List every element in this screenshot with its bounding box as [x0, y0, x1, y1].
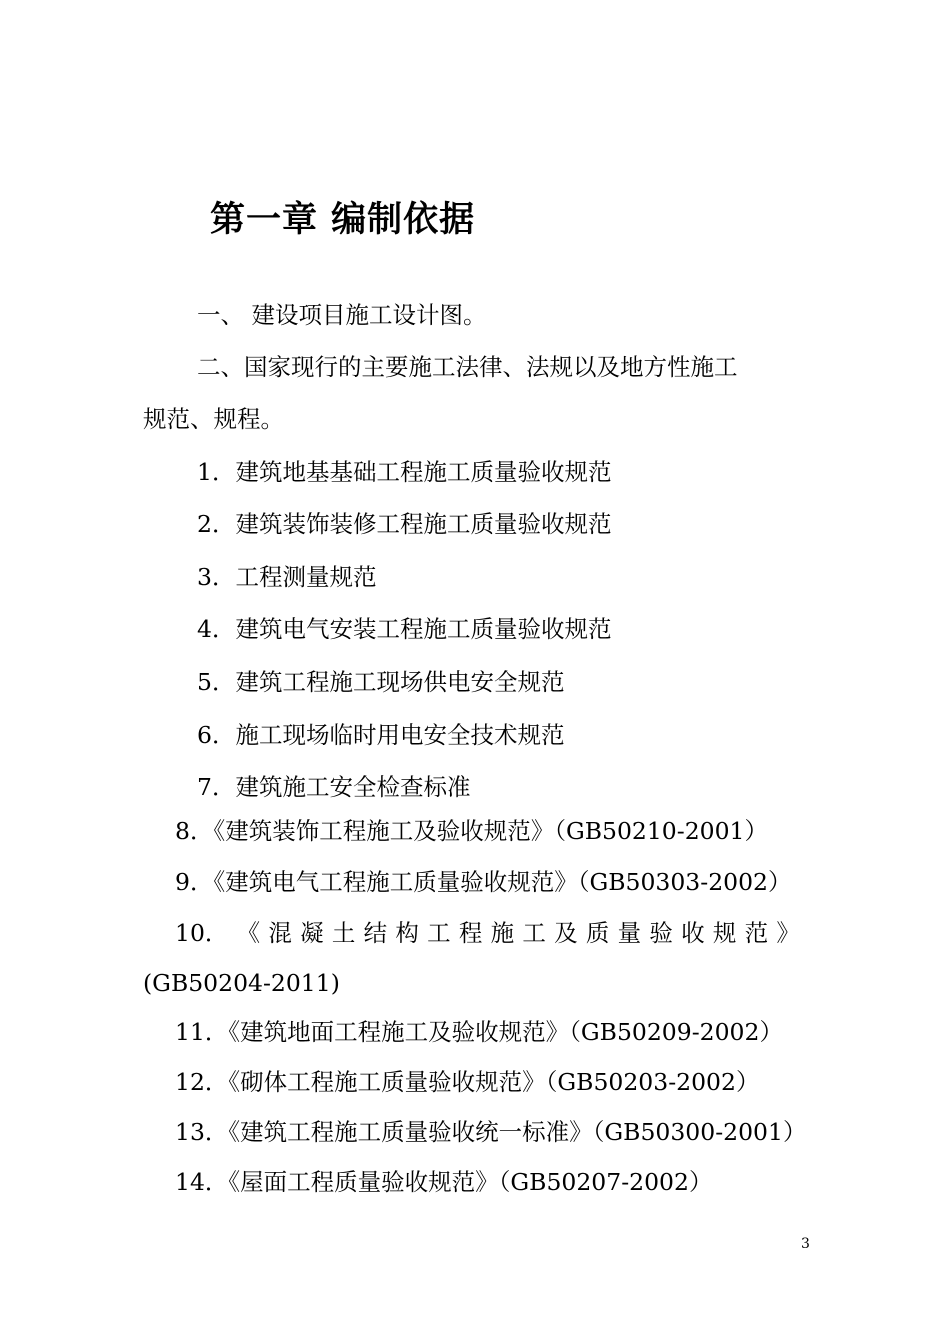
list-item: 2．建筑装饰装修工程施工质量验收规范	[197, 510, 612, 538]
paragraph-2: 二、国家现行的主要施工法律、法规以及地方性施工	[197, 353, 738, 381]
list-item: 4．建筑电气安装工程施工质量验收规范	[197, 615, 612, 643]
paragraph-2-continued: 规范、规程。	[143, 405, 284, 433]
justified-glyph: 凝	[300, 919, 324, 947]
justified-glyph: 验	[649, 919, 673, 947]
list-item: 13．《建筑工程施工质量验收统一标准》（GB50300-2001）	[175, 1118, 807, 1146]
list-item-continued: (GB50204-2011)	[143, 969, 340, 997]
page-number: 3	[801, 1236, 810, 1252]
justified-glyph: 《	[236, 919, 261, 947]
justified-glyph: 及	[554, 919, 578, 947]
justified-glyph: 收	[681, 919, 705, 947]
justified-glyph: 》	[776, 919, 800, 947]
list-item: 1．建筑地基基础工程施工质量验收规范	[197, 458, 612, 486]
justified-glyph: 结	[363, 919, 388, 947]
justified-glyph: 土	[331, 919, 356, 947]
list-item: 14．《屋面工程质量验收规范》（GB50207-2002）	[175, 1168, 713, 1196]
chapter-title: 第一章 编制依据	[210, 200, 476, 240]
justified-glyph: 构	[395, 919, 419, 947]
list-item: 3．工程测量规范	[197, 563, 377, 591]
justified-glyph: 工	[427, 919, 451, 947]
list-item: 9．《建筑电气工程施工质量验收规范》（GB50303-2002）	[175, 868, 792, 896]
paragraph-1: 一、 建设项目施工设计图。	[197, 301, 487, 329]
justified-glyph: 施	[490, 919, 515, 947]
list-item: 12．《砌体工程施工质量验收规范》（GB50203-2002）	[175, 1068, 760, 1096]
list-item: 11．《建筑地面工程施工及验收规范》（GB50209-2002）	[175, 1018, 783, 1046]
justified-glyph: 规	[712, 919, 737, 947]
justified-glyph: 程	[458, 919, 483, 947]
list-item-justified	[175, 917, 800, 949]
list-item: 6．施工现场临时用电安全技术规范	[197, 721, 565, 749]
list-item: 7．建筑施工安全检查标准	[197, 773, 471, 801]
justified-glyph: 范	[744, 919, 769, 947]
list-item: 8．《建筑装饰工程施工及验收规范》（GB50210-2001）	[175, 817, 768, 845]
list-item: 5．建筑工程施工现场供电安全规范	[197, 668, 565, 696]
justified-glyph: 工	[522, 919, 546, 947]
justified-glyph: 量	[617, 919, 642, 947]
justified-glyph: 混	[268, 919, 292, 947]
justified-glyph: 质	[585, 919, 610, 947]
justified-glyph: 10．	[175, 919, 229, 947]
